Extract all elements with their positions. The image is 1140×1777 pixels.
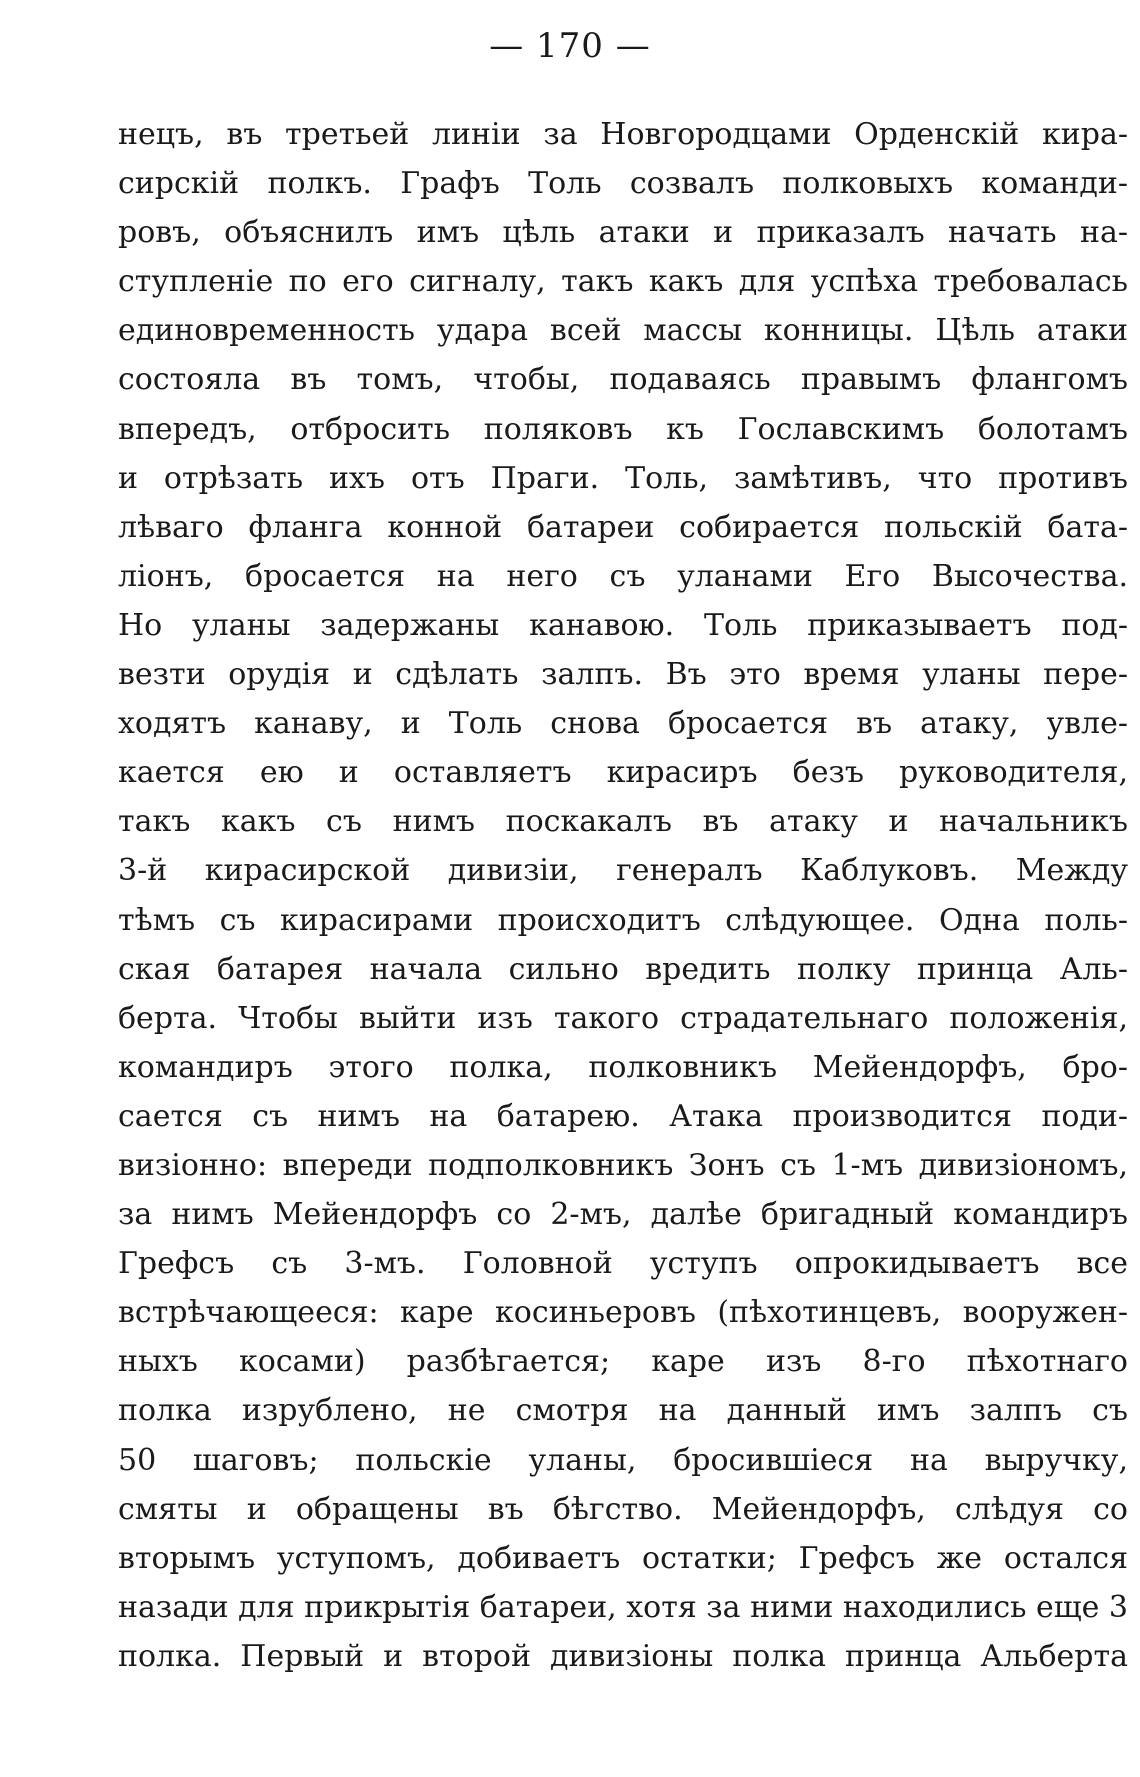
- text-line: сается съ нимъ на батарею. Атака производится поди-: [118, 1098, 1128, 1134]
- text-line: ходятъ канаву, и Толь снова бросается въ атаку, увле-: [118, 706, 1128, 742]
- text-line: встрѣчающееся: каре косиньеровъ (пѣхотинцевъ, вооружен-: [118, 1295, 1128, 1331]
- text-line: за нимъ Мейендорфъ со 2-мъ, далѣе бригадный командиръ: [118, 1197, 1128, 1233]
- text-line: 50 шаговъ; польскіе уланы, бросившіеся на выручку,: [118, 1442, 1128, 1478]
- text-line: ліонъ, бросается на него съ уланами Его Высочества.: [118, 558, 1128, 594]
- text-line: смяты и обращены въ бѣгство. Мейендорфъ, слѣдуя со: [118, 1491, 1128, 1527]
- text-line: ская батарея начала сильно вредить полку принца Аль-: [118, 951, 1128, 987]
- text-line: сирскій полкъ. Графъ Толь созвалъ полковыхъ команди-: [118, 166, 1128, 202]
- text-line: и отрѣзать ихъ отъ Праги. Толь, замѣтивъ, что противъ: [118, 460, 1128, 496]
- text-line: ныхъ косами) разбѣгается; каре изъ 8-го пѣхотнаго: [118, 1344, 1128, 1380]
- body-text: [118, 110, 1128, 1681]
- text-line: командиръ этого полка, полковникъ Мейендорфъ, бро-: [118, 1049, 1128, 1085]
- text-line: впередъ, отбросить поляковъ къ Гославскимъ болотамъ: [118, 411, 1128, 447]
- text-line: 3-й кирасирской дивизіи, генералъ Каблуковъ. Между: [118, 853, 1128, 889]
- text-line: везти орудія и сдѣлать залпъ. Въ это время уланы пере-: [118, 657, 1128, 693]
- text-line: полка. Первый и второй дивизіоны полка принца Альберта: [118, 1638, 1128, 1674]
- text-line: Грефсъ съ 3-мъ. Головной уступъ опрокидываетъ все: [118, 1246, 1128, 1282]
- page-number: — 170 —: [489, 26, 651, 66]
- text-line: ровъ, объяснилъ имъ цѣль атаки и приказалъ начать на-: [118, 215, 1128, 251]
- text-line: визіонно: впереди подполковникъ Зонъ съ 1-мъ дивизіономъ,: [118, 1147, 1128, 1183]
- text-line: единовременность удара всей массы конницы. Цѣль атаки: [118, 313, 1128, 349]
- text-line: состояла въ томъ, чтобы, подаваясь правымъ флангомъ: [118, 362, 1128, 398]
- text-line: нецъ, въ третьей линіи за Новгородцами Орденскій кира-: [118, 117, 1128, 152]
- text-line: ступленіе по его сигналу, такъ какъ для успѣха требовалась: [118, 264, 1128, 300]
- text-line: такъ какъ съ нимъ поскакалъ въ атаку и начальникъ: [118, 804, 1128, 840]
- text-line: лѣваго фланга конной батареи собирается польскій бата-: [118, 509, 1128, 545]
- text-line: тѣмъ съ кирасирами происходитъ слѣдующее. Одна поль-: [118, 902, 1128, 938]
- text-line: Но уланы задержаны канавою. Толь приказываетъ под-: [118, 607, 1128, 643]
- text-line: кается ею и оставляетъ кирасиръ безъ руководителя,: [118, 755, 1128, 791]
- text-line: вторымъ уступомъ, добиваетъ остатки; Грефсъ же остался: [118, 1540, 1128, 1576]
- text-line: берта. Чтобы выйти изъ такого страдательнаго положенія,: [118, 1000, 1128, 1036]
- text-line: назади для прикрытія батареи, хотя за ними находились еще 3: [118, 1589, 1129, 1625]
- text-line: полка изрублено, не смотря на данный имъ залпъ съ: [118, 1393, 1128, 1429]
